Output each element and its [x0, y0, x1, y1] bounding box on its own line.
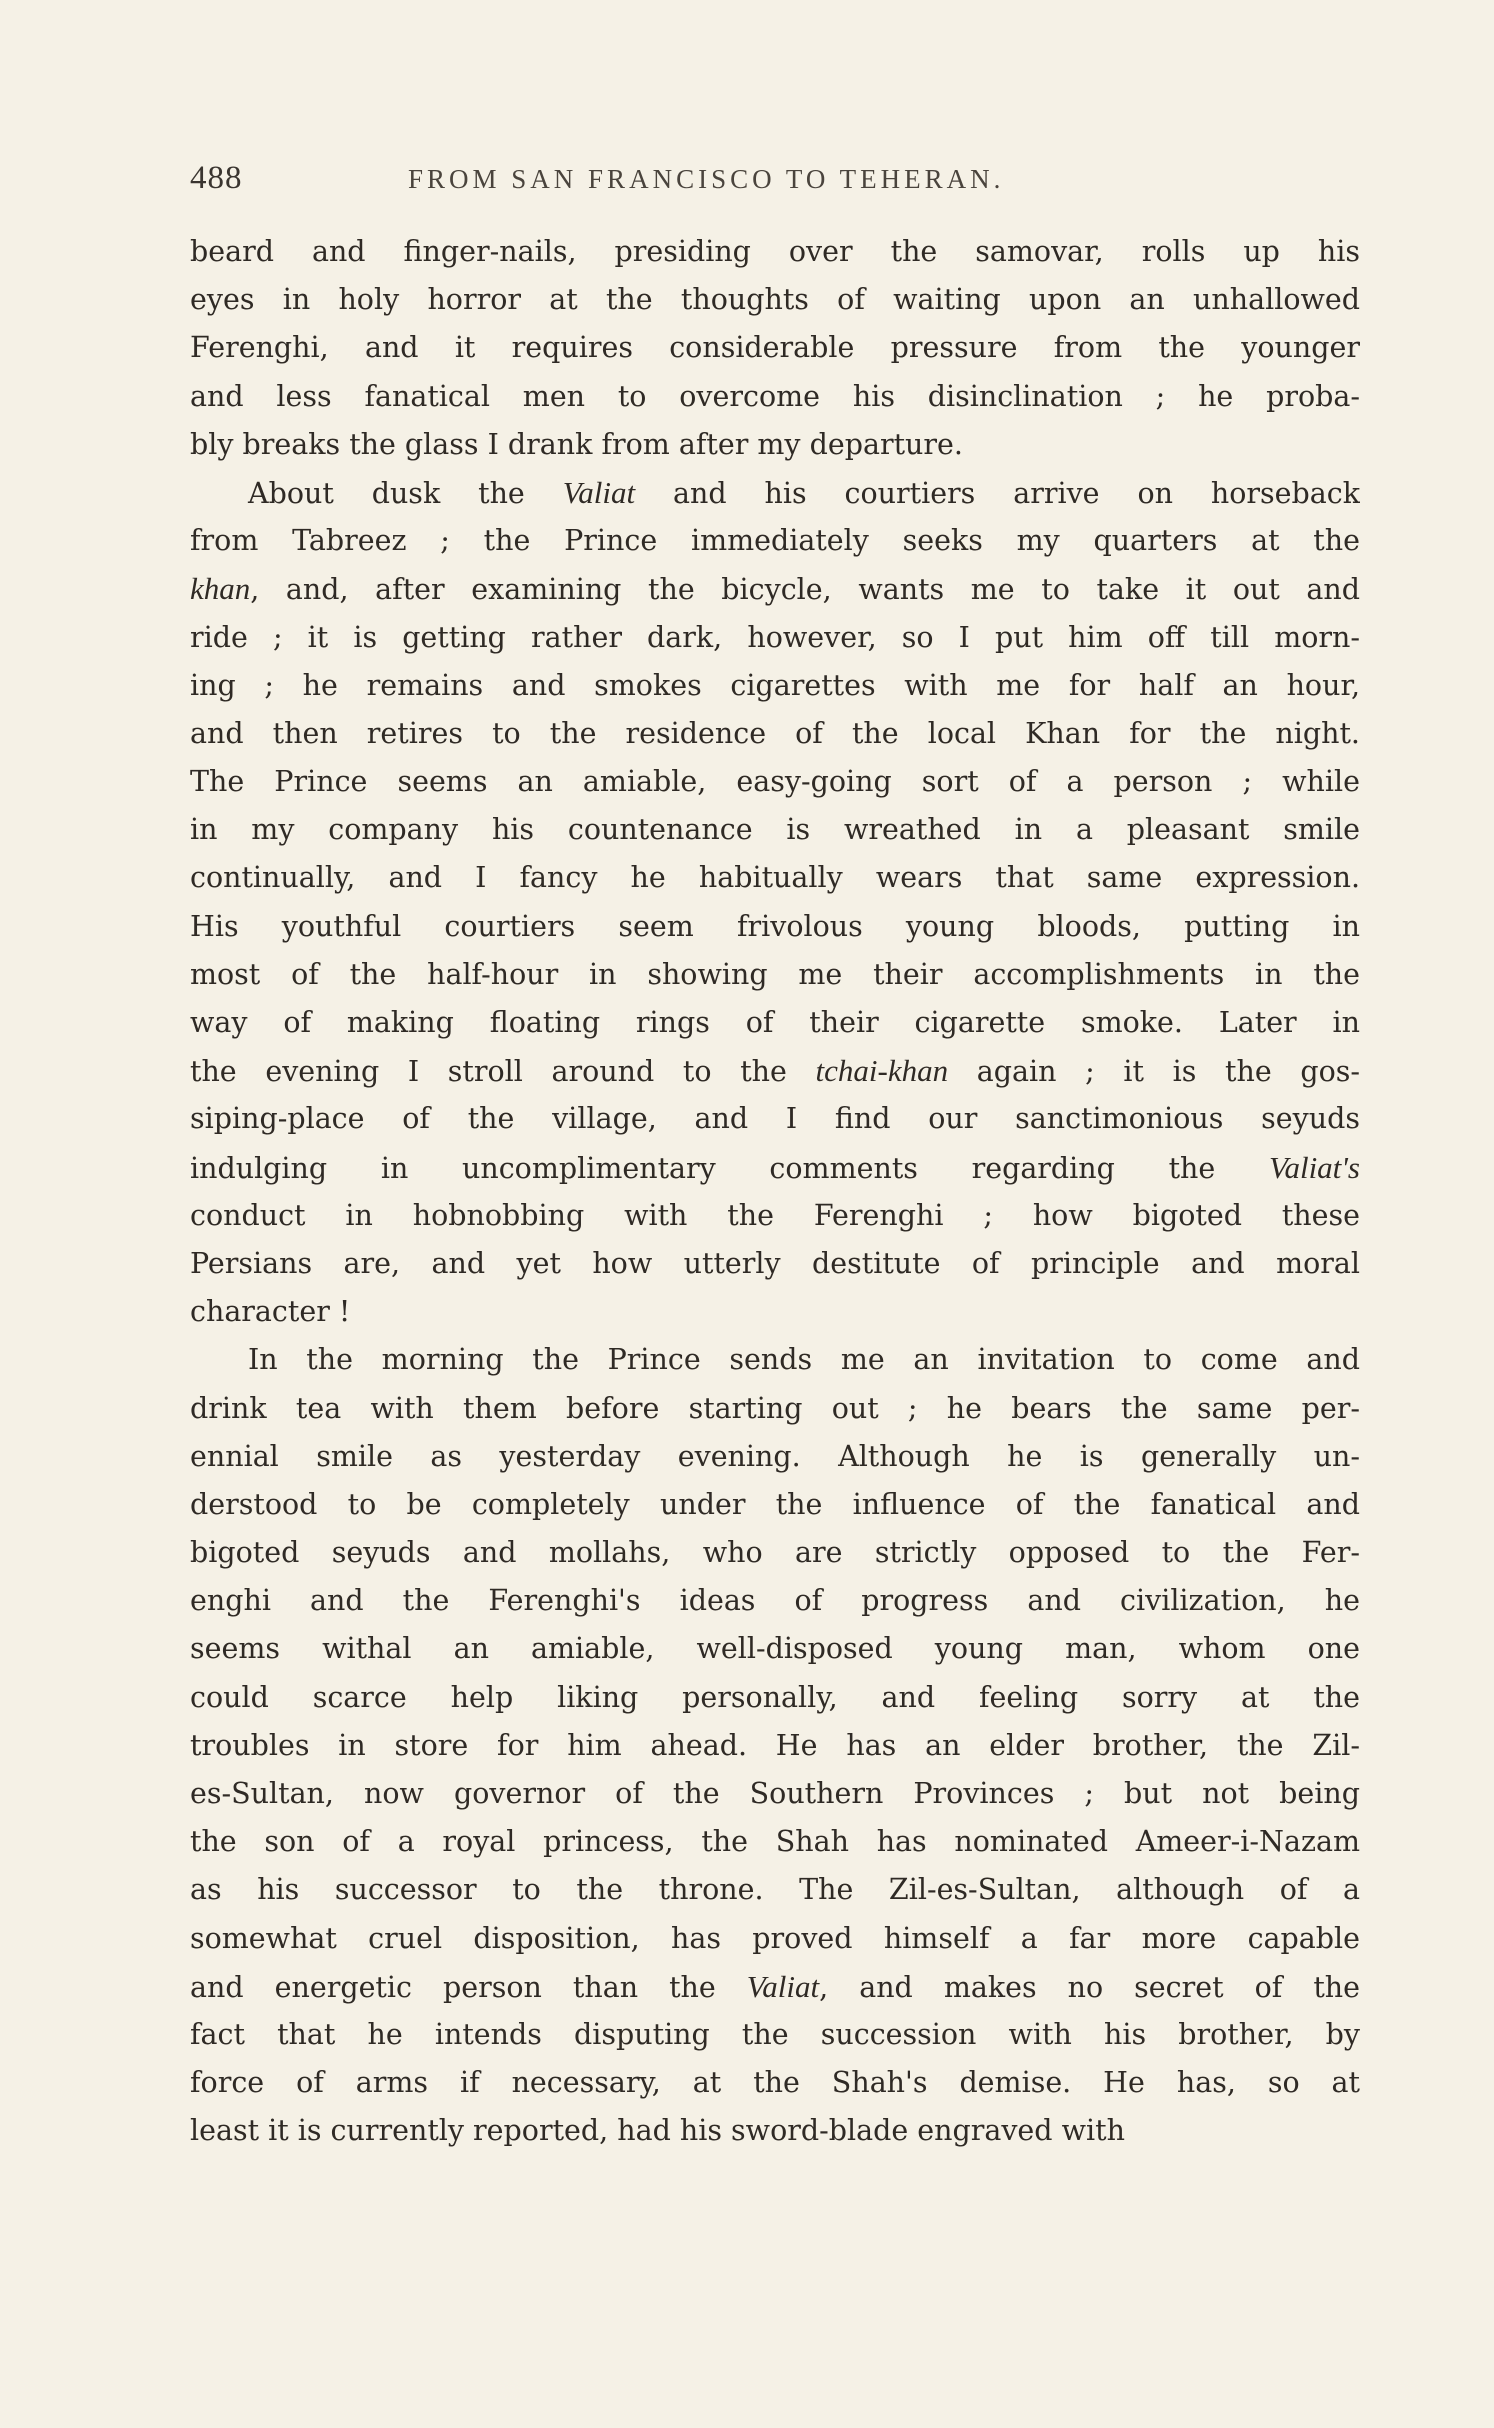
text-line: bigoted seyuds and mollahs, who are strictly opposed to the Fer- — [190, 1536, 1360, 1570]
text-line: fact that he intends disputing the succession with his brother, by — [190, 2017, 1360, 2051]
text-line: derstood to be completely under the influence of the fanatical and — [190, 1487, 1360, 1521]
paragraph — [190, 1336, 1360, 2155]
text-line: from Tabreez ; the Prince immediately seeks my quarters at the — [190, 524, 1360, 558]
italic-term: Valiat — [562, 474, 636, 510]
text-line: as his successor to the throne. The Zil-es-Sultan, although of a — [190, 1873, 1360, 1907]
text-line: enghi and the Ferenghi's ideas of progress and civilization, he — [190, 1584, 1360, 1618]
text-line: force of arms if necessary, at the Shah's demise. He has, so at — [190, 2066, 1360, 2100]
italic-term: tchai-khan — [815, 1053, 949, 1089]
text-line: in my company his countenance is wreathed in a pleasant smile — [190, 813, 1360, 847]
text-line: indulging in uncomplimentary comments regarding the Valiat's — [190, 1149, 1360, 1185]
text-line: beard and finger-nails, presiding over the samovar, rolls up his — [190, 235, 1360, 268]
text-line: continually, and I fancy he habitually wears that same expression. — [190, 861, 1360, 895]
paragraph — [190, 228, 1360, 469]
text-line: least it is currently reported, had his sword-blade engraved with — [190, 2114, 1125, 2148]
text-line: character ! — [190, 1295, 351, 1329]
italic-term: Valiat's — [1268, 1149, 1360, 1185]
italic-term: khan — [190, 571, 251, 607]
running-head: FROM SAN FRANCISCO TO TEHERAN. — [408, 164, 1005, 194]
text-line: could scarce help liking personally, and feeling sorry at the — [190, 1680, 1360, 1714]
text-line: His youthful courtiers seem frivolous young bloods, putting in — [190, 909, 1360, 943]
text-line: ride ; it is getting rather dark, however, so I put him off till morn- — [190, 620, 1360, 654]
text-line: About dusk the Valiat and his courtiers arrive on horseback — [248, 474, 1360, 510]
text-line: way of making floating rings of their cigarette smoke. Later in — [190, 1006, 1360, 1039]
text-line: the evening I stroll around to the tchai-khan again ; it is the gos- — [190, 1053, 1360, 1089]
text-line: Persians are, and yet how utterly destitute of principle and moral — [190, 1246, 1360, 1280]
text-line: conduct in hobnobbing with the Ferenghi ; how bigoted these — [190, 1198, 1360, 1232]
text-line: and less fanatical men to overcome his disinclination ; he proba- — [190, 379, 1360, 413]
text-line: bly breaks the glass I drank from after my departure. — [190, 427, 963, 461]
text-line: khan, and, after examining the bicycle, wants me to take it out and — [190, 571, 1360, 607]
text-line: troubles in store for him ahead. He has an elder brother, the Zil- — [190, 1728, 1360, 1762]
page-number: 488 — [190, 160, 243, 196]
text-line: In the morning the Prince sends me an invitation to come and — [248, 1343, 1360, 1377]
text-line: es-Sultan, now governor of the Southern Provinces ; but not being — [190, 1777, 1360, 1810]
text-line: eyes in holy horror at the thoughts of waiting upon an unhallowed — [190, 283, 1360, 317]
text-line: ing ; he remains and smokes cigarettes with me for half an hour, — [190, 668, 1360, 702]
text-line: and then retires to the residence of the local Khan for the night. — [190, 716, 1360, 750]
page-header — [190, 160, 1360, 204]
text-line: Ferenghi, and it requires considerable pressure from the younger — [190, 331, 1360, 365]
text-line: somewhat cruel disposition, has proved himself a far more capable — [190, 1921, 1360, 1955]
italic-term: Valiat — [746, 1968, 820, 2004]
text-line: ennial smile as yesterday evening. Although he is generally un- — [190, 1439, 1360, 1473]
paragraph — [190, 469, 1360, 1336]
text-line: The Prince seems an amiable, easy-going sort of a person ; while — [190, 765, 1360, 799]
text-line: siping-place of the village, and I find our sanctimonious seyuds — [190, 1102, 1360, 1136]
text-line: and energetic person than the Valiat, and makes no secret of the — [190, 1968, 1360, 2004]
text-line: most of the half-hour in showing me their accomplishments in the — [190, 957, 1360, 991]
text-line: drink tea with them before starting out ; he bears the same per- — [190, 1391, 1360, 1425]
text-line: seems withal an amiable, well-disposed young man, whom one — [190, 1632, 1360, 1666]
text-line: the son of a royal princess, the Shah has nominated Ameer-i-Nazam — [190, 1825, 1360, 1859]
body-text — [190, 228, 1360, 2156]
